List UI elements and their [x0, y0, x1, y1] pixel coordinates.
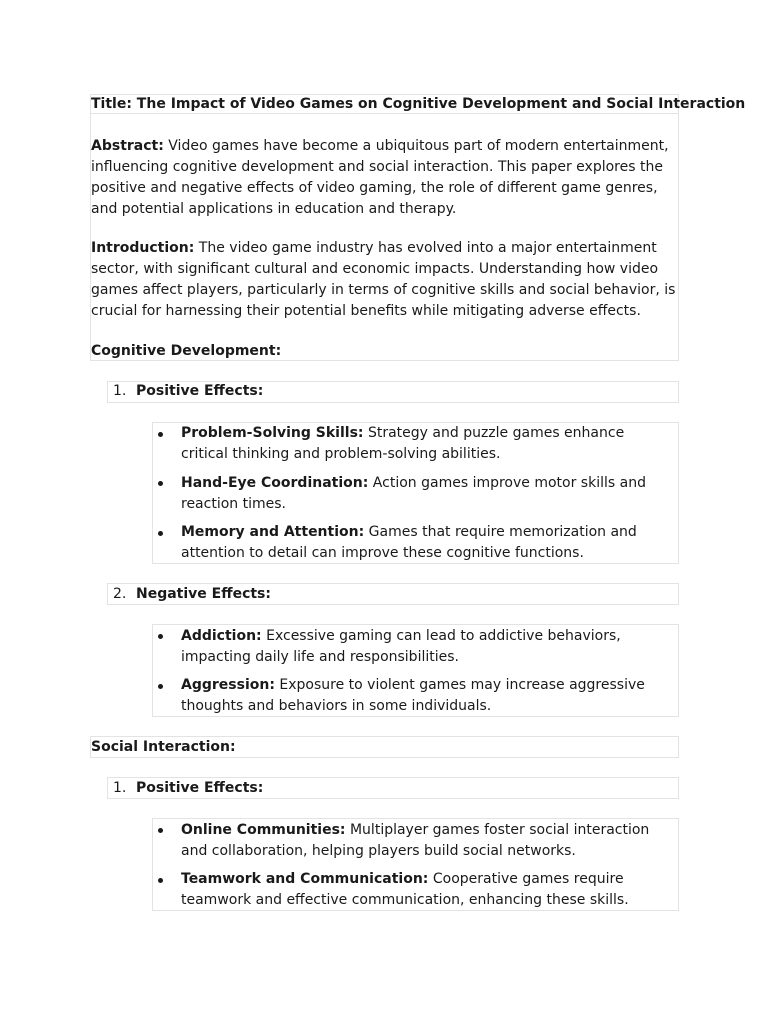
- cognitive-positive-number: 1.: [113, 383, 127, 399]
- list-item-label: Addiction:: [181, 628, 262, 644]
- abstract-paragraph: [91, 136, 676, 220]
- bullet-icon: [158, 684, 163, 689]
- list-item-text: Excessive gaming can lead to addictive behaviors, impacting daily life and responsibilities.: [181, 628, 621, 665]
- cognitive-negative-label: Negative Effects:: [136, 586, 271, 602]
- list-item-text: Cooperative games require teamwork and effective communication, enhancing these skills.: [181, 871, 629, 908]
- abstract-label: Abstract:: [91, 138, 164, 154]
- list-item: [181, 869, 675, 911]
- bullet-icon: [158, 634, 163, 639]
- list-item: [181, 820, 675, 862]
- list-item: [181, 626, 675, 668]
- list-item-text: Multiplayer games foster social interaction and collaboration, helping players build social networks.: [181, 822, 650, 859]
- social-positive-label: Positive Effects:: [136, 780, 264, 796]
- list-item-label: Teamwork and Communication:: [181, 871, 429, 887]
- introduction-paragraph: [91, 238, 676, 322]
- social-positive-number: 1.: [113, 780, 127, 796]
- list-item-label: Memory and Attention:: [181, 524, 365, 540]
- list-item-text: Games that require memorization and attention to detail can improve these cognitive functions.: [181, 524, 637, 561]
- bullet-icon: [158, 432, 163, 437]
- introduction-label: Introduction:: [91, 240, 195, 256]
- list-item: [181, 423, 675, 465]
- list-item-label: Aggression:: [181, 677, 275, 693]
- list-item-text: Strategy and puzzle games enhance critical thinking and problem-solving abilities.: [181, 425, 625, 462]
- list-item-text: Exposure to violent games may increase aggressive thoughts and behaviors in some individuals.: [181, 677, 645, 714]
- document-title: Title: The Impact of Video Games on Cognitive Development and Social Interaction: [91, 96, 746, 112]
- abstract-text: Video games have become a ubiquitous part of modern entertainment, influencing cognitive development and social interaction. This paper explores the positive and negative effects of video gaming, the role of different game genres, and potential applications in education and therapy.: [91, 138, 669, 217]
- list-item-label: Hand-Eye Coordination:: [181, 475, 369, 491]
- list-item: [181, 522, 675, 564]
- list-item-text: Action games improve motor skills and reaction times.: [181, 475, 646, 512]
- bullet-icon: [158, 531, 163, 536]
- introduction-text: The video game industry has evolved into a major entertainment sector, with significant cultural and economic impacts. Understanding how video games affect players, particularly in terms of cognitive skills and social behavior, is crucial for harnessing their potential benefits while mitigating adverse effects.: [91, 240, 676, 319]
- bullet-icon: [158, 878, 163, 883]
- list-item: [181, 675, 675, 717]
- cognitive-negative-number: 2.: [113, 586, 127, 602]
- list-item-label: Problem-Solving Skills:: [181, 425, 364, 441]
- cognitive-positive-label: Positive Effects:: [136, 383, 264, 399]
- social-heading: Social Interaction:: [91, 739, 236, 755]
- bullet-icon: [158, 828, 163, 833]
- cognitive-heading: Cognitive Development:: [91, 343, 282, 359]
- list-item: [181, 473, 675, 515]
- bullet-icon: [158, 481, 163, 486]
- list-item-label: Online Communities:: [181, 822, 346, 838]
